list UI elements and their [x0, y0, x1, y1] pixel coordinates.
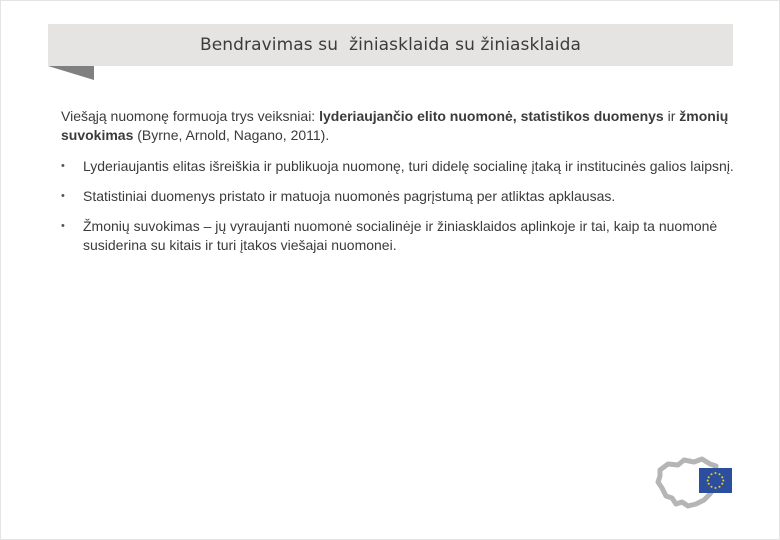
page-title: Bendravimas su žiniasklaida su žiniasklaida: [199, 35, 582, 55]
intro-text-1: Viešąją nuomonę formuoja trys veiksniai:: [61, 108, 320, 124]
logo: [654, 456, 736, 510]
bullet-text: Žmonių suvokimas – jų vyraujanti nuomonė socialinėje ir žiniasklaidos aplinkoje ir tai, kaip ta nuomonė susiderina su kitais ir turi įtakos viešajai nuomonei.: [83, 218, 718, 253]
intro-text-3: (Byrne, Arnold, Nagano, 2011).: [133, 127, 330, 143]
title-bar: [48, 24, 733, 66]
bullet-icon: •: [61, 190, 65, 202]
list-item: [61, 217, 741, 255]
intro-bold-2: žmonių suvokimas: [61, 108, 729, 143]
bullet-text: Lyderiaujantis elitas išreiškia ir publikuoja nuomonę, turi didelę socialinę įtaką ir institucinės galios laipsnį.: [83, 158, 734, 174]
bullet-text: Statistiniai duomenys pristato ir matuoja nuomonės pagrįstumą per atliktas apklausas.: [83, 188, 616, 204]
bullet-icon: •: [61, 220, 65, 232]
eu-flag-icon: [699, 468, 732, 493]
title-tab-decoration: [48, 66, 94, 80]
list-item: [61, 157, 741, 176]
intro-paragraph: [61, 107, 741, 145]
intro-bold-1: lyderiaujančio elito nuomonė, statistikos duomenys: [319, 108, 664, 124]
list-item: [61, 187, 741, 206]
bullet-icon: •: [61, 160, 65, 172]
intro-text-2: ir: [663, 108, 680, 124]
bullet-list: [61, 157, 741, 255]
slide-content: [61, 107, 741, 266]
